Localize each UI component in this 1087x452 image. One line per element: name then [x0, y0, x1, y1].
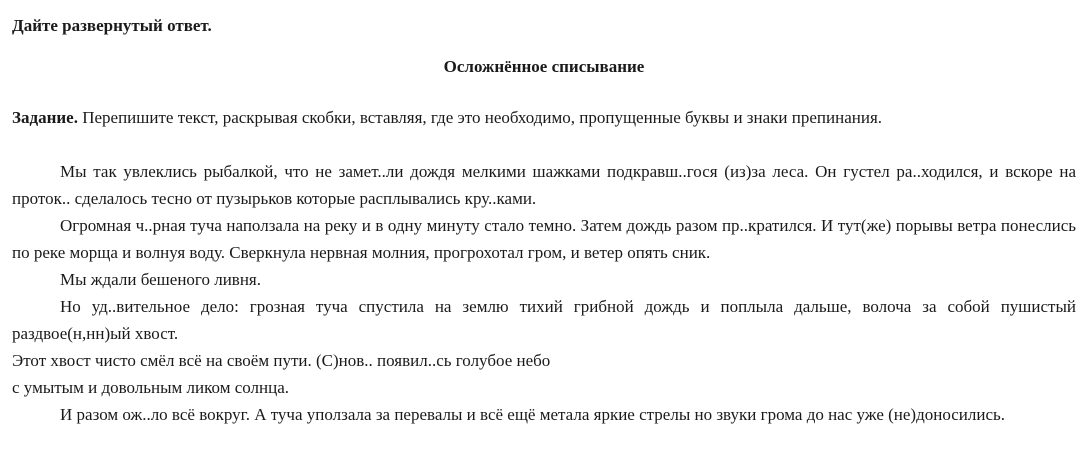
paragraph-6: с умытым и довольным ликом солнца. [12, 378, 290, 397]
paragraph-3: Мы ждали бешеного ливня. [60, 270, 261, 289]
document-title: Осложнённое списывание [443, 57, 645, 76]
task-text: Перепишите текст, раскрывая скобки, вставляя, где это необходимо, пропущенные буквы и знаки препинания. [77, 108, 883, 127]
paragraph-5: Этот хвост чисто смёл всё на своём пути. (С)нов.. появил..сь голубое небо [12, 351, 551, 370]
paragraph-4: Но уд..вительное дело: грозная туча спустила на землю тихий грибной дождь и поплыла дальше, волоча за собой пушистый раздвое(н,нн)ый хвост. [12, 297, 1076, 343]
paragraph-7: И разом ож..ло всё вокруг. А туча уползала за перевалы и всё ещё метала яркие стрелы но звуки грома до нас уже (не)доносились. [60, 405, 1006, 424]
instruction-heading: Дайте развернутый ответ. [12, 16, 212, 35]
paragraph-1: Мы так увлеклись рыбалкой, что не замет..ли дождя мелкими шажками подкравш..гося (из)за леса. Он густел ра..ходился, и вскоре на проток.. сделалось тесно от пузырьков которые расплывались кру..ками. [12, 162, 1076, 208]
task-line [12, 106, 882, 130]
paragraph-2: Огромная ч..рная туча наползала на реку и в одну минуту стало темно. Затем дождь разом пр..кратился. И тут(же) порывы ветра понеслись по реке морща и волнуя воду. Сверкнула нервная молния, прогрохотал гром, и ветер опять сник. [12, 216, 1076, 262]
task-label: Задание. [12, 108, 78, 127]
exercise-text [12, 158, 1076, 428]
